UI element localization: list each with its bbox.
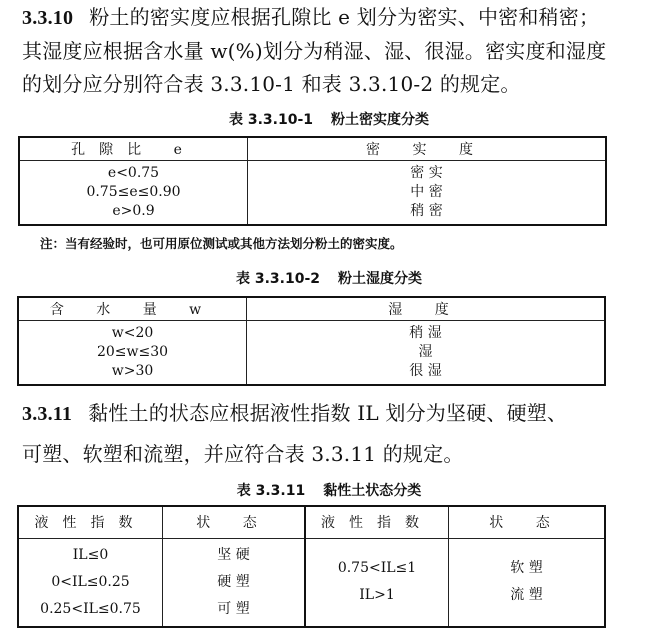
cell: 0.75≤e≤0.90	[86, 184, 181, 200]
cell: 0.25<IL≤0.75	[40, 600, 141, 617]
section-3-3-11	[22, 393, 567, 474]
para-line: 可塑、软塑和流塑，并应符合表 3.3.11 的规定。	[22, 442, 464, 466]
table2-caption: 表 3.3.10-2 粉土湿度分类	[235, 271, 423, 287]
table-silt-humidity	[17, 296, 606, 386]
cell: 很 湿	[409, 363, 442, 379]
cell: 湿	[418, 344, 433, 360]
cell: 中 密	[410, 184, 443, 200]
cell: IL>1	[359, 587, 395, 603]
table1-note: 注：当有经验时，也可用原位测试或其他方法划分粉土的密实度。	[40, 236, 403, 251]
cell: 流 塑	[510, 587, 543, 603]
table-silt-density	[18, 136, 607, 226]
cell: 稍 湿	[409, 325, 442, 341]
table-header: 含 水 量 w	[18, 297, 247, 321]
table-clay-state	[17, 505, 606, 628]
cell: 0.75<IL≤1	[337, 560, 417, 576]
table-header: 状 态	[449, 506, 606, 538]
para-line: 3.3.11 黏性土的状态应根据液性指数 IL 划分为坚硬、硬塑、	[22, 401, 568, 425]
para-line: 的划分应分别符合表 3.3.10-1 和表 3.3.10-2 的规定。	[22, 72, 521, 96]
section-3-3-10	[22, 1, 606, 101]
cell: w>30	[111, 363, 154, 379]
table3-caption: 表 3.3.11 黏性土状态分类	[236, 483, 422, 499]
cell: 软 塑	[510, 560, 543, 576]
table1-caption: 表 3.3.10-1 粉土密实度分类	[228, 112, 430, 128]
table-row	[18, 321, 605, 386]
cell: 稍 密	[410, 203, 443, 219]
cell: 0<IL≤0.25	[51, 573, 130, 590]
cell: 20≤w≤30	[96, 344, 169, 360]
section-number: 3.3.11	[22, 403, 73, 425]
cell: IL≤0	[72, 546, 109, 563]
table-header: 液性指数	[18, 506, 163, 538]
table-row	[19, 161, 606, 226]
section-number: 3.3.10	[22, 7, 74, 29]
table-header: 状 态	[163, 506, 306, 538]
cell: 硬 塑	[217, 573, 250, 590]
cell: 密 实	[410, 165, 443, 181]
para-line: 3.3.10 粉土的密实度应根据孔隙比 e 划分为密实、中密和稍密；	[22, 5, 600, 29]
para-line: 其湿度应根据含水量 w(%)划分为稍湿、湿、很湿。密实度和湿度	[22, 39, 607, 63]
table-header: 湿 度	[247, 297, 606, 321]
cell: e>0.9	[112, 203, 155, 219]
table-header: 孔隙比 e	[19, 137, 248, 161]
cell: e<0.75	[107, 165, 160, 181]
table-header: 密 实 度	[248, 137, 607, 161]
table-row	[18, 538, 605, 627]
cell: w<20	[111, 325, 154, 341]
table-header: 液性指数	[305, 506, 449, 538]
cell: 可 塑	[217, 600, 250, 617]
cell: 坚 硬	[217, 546, 250, 563]
